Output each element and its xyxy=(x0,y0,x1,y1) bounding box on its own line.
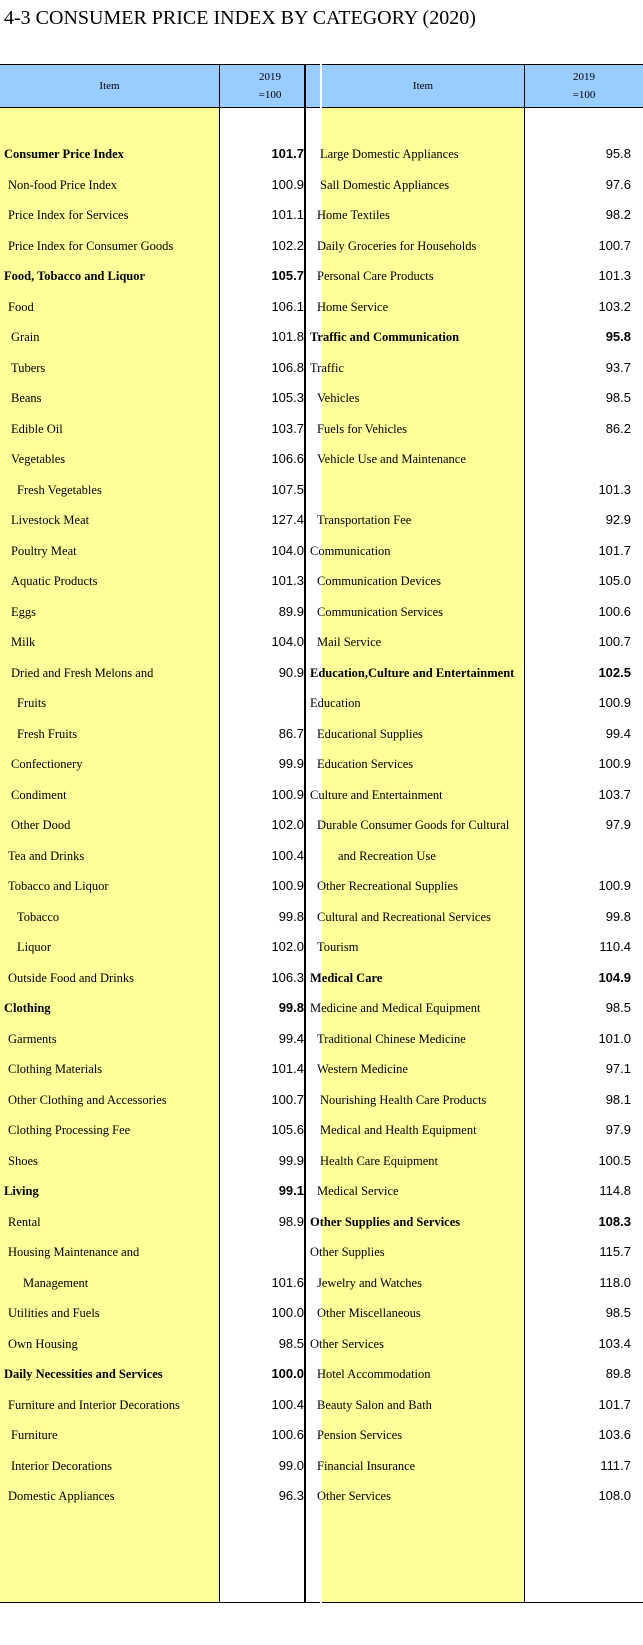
row-label: Educational Supplies xyxy=(317,726,423,741)
row-value: 103.7 xyxy=(271,420,304,436)
table-row xyxy=(310,1328,643,1360)
row-value: 90.9 xyxy=(278,664,304,680)
row-label: Other Clothing and Accessories xyxy=(8,1092,167,1107)
table-row xyxy=(322,1114,643,1146)
row-value: 114.8 xyxy=(599,1183,631,1198)
table-row xyxy=(0,1328,320,1360)
row-value: 101.7 xyxy=(271,146,304,161)
row-value: 103.2 xyxy=(598,298,631,314)
table-row xyxy=(317,809,643,841)
row-value: 100.9 xyxy=(271,786,304,802)
row-label: Other Supplies and Services xyxy=(310,1214,461,1229)
row-label: Consumer Price Index xyxy=(4,147,124,161)
table-row xyxy=(310,321,643,353)
table-row xyxy=(317,718,643,750)
table-row xyxy=(317,1389,643,1421)
row-label: Dried and Fresh Melons and xyxy=(11,665,154,680)
row-label: Other Supplies xyxy=(310,1245,385,1259)
row-value: 98.1 xyxy=(605,1091,631,1107)
row-value: 97.9 xyxy=(605,1122,631,1137)
row-label: Traffic xyxy=(310,360,345,375)
table-row xyxy=(0,321,320,353)
row-label: Aquatic Products xyxy=(11,574,98,588)
table-row xyxy=(322,138,643,170)
row-label: Home Service xyxy=(317,299,389,314)
row-label: Clothing Materials xyxy=(8,1062,103,1076)
row-value: 108.3 xyxy=(598,1213,631,1229)
table-row xyxy=(317,931,643,963)
row-label: Pension Services xyxy=(317,1428,403,1442)
table-row xyxy=(317,870,643,902)
row-value: 98.5 xyxy=(605,1305,631,1320)
row-label: Price Index for Consumer Goods xyxy=(8,238,174,253)
row-label: Jewelry and Watches xyxy=(317,1275,422,1290)
table-row xyxy=(317,626,643,658)
table-row xyxy=(0,1389,320,1421)
row-value: 86.7 xyxy=(278,725,304,741)
table-header-right xyxy=(322,64,643,108)
row-label: Beans xyxy=(11,391,42,405)
table-row xyxy=(0,1175,320,1207)
row-label: Management xyxy=(23,1275,89,1290)
row-value: 101.1 xyxy=(271,207,304,222)
row-label: Large Domestic Appliances xyxy=(320,147,459,161)
row-label: Garments xyxy=(8,1031,57,1046)
row-value: 99.9 xyxy=(278,1152,304,1168)
row-value: 95.8 xyxy=(605,146,631,161)
row-label: Health Care Equipment xyxy=(320,1153,439,1168)
row-value: 101.8 xyxy=(271,329,304,344)
row-label: Tobacco xyxy=(17,909,60,924)
row-value: 101.7 xyxy=(598,542,631,558)
row-label: Communication Devices xyxy=(317,574,441,588)
row-value: 100.7 xyxy=(271,1091,304,1107)
row-label: Other Dood xyxy=(11,818,71,832)
row-value: 103.7 xyxy=(598,786,631,802)
table-row xyxy=(310,687,643,719)
row-label: Housing Maintenance and xyxy=(8,1245,140,1259)
table-row xyxy=(310,992,643,1024)
column-header-item: Item xyxy=(0,65,220,107)
row-value: 100.9 xyxy=(598,878,631,893)
row-value: 100.4 xyxy=(271,847,304,863)
table-left-half xyxy=(0,64,320,1603)
table-row xyxy=(310,1206,643,1238)
row-label: Condiment xyxy=(11,787,67,802)
table-row xyxy=(317,413,643,445)
row-value: 102.5 xyxy=(598,664,631,680)
table-row xyxy=(0,748,320,780)
row-label: Durable Consumer Goods for Cultural xyxy=(317,818,510,832)
table-row xyxy=(317,748,643,780)
row-label: Tea and Drinks xyxy=(8,848,85,863)
row-label: Medical and Health Equipment xyxy=(320,1123,477,1137)
table-row xyxy=(317,260,643,292)
row-value: 106.3 xyxy=(271,969,304,985)
table-row xyxy=(322,169,643,201)
row-value: 100.6 xyxy=(598,603,631,619)
row-value: 108.0 xyxy=(598,1488,631,1503)
table-row xyxy=(0,1297,320,1329)
row-label: Fuels for Vehicles xyxy=(317,421,408,436)
table-row xyxy=(0,1358,320,1390)
table-row xyxy=(0,1267,320,1299)
table-row xyxy=(310,779,643,811)
table-row xyxy=(317,1053,643,1085)
row-value: 100.7 xyxy=(598,634,631,649)
row-label: Shoes xyxy=(8,1153,38,1168)
table-row xyxy=(0,657,320,689)
row-value: 105.6 xyxy=(271,1122,304,1137)
row-label: Milk xyxy=(11,635,36,649)
base-year-label: 2019 xyxy=(259,71,281,83)
row-label: Tourism xyxy=(317,940,359,954)
table-row xyxy=(0,291,320,323)
table-row xyxy=(317,1450,643,1482)
table-row xyxy=(317,504,643,536)
row-label: Food, Tobacco and Liquor xyxy=(4,269,146,283)
row-value: 99.1 xyxy=(278,1183,304,1198)
table-row xyxy=(0,992,320,1024)
table-row xyxy=(0,260,320,292)
table-row xyxy=(0,565,320,597)
row-value: 100.0 xyxy=(271,1305,304,1320)
row-label: Communication xyxy=(310,543,391,558)
row-label: Furniture xyxy=(11,1428,58,1442)
row-value: 92.9 xyxy=(605,512,631,527)
row-label: Clothing xyxy=(4,1001,51,1015)
table-body-left xyxy=(0,108,320,1603)
table-row xyxy=(322,840,643,872)
row-label: Eggs xyxy=(11,604,36,619)
row-value: 104.0 xyxy=(271,542,304,558)
table-row xyxy=(0,1236,320,1268)
row-value: 111.7 xyxy=(600,1457,631,1473)
row-value: 101.6 xyxy=(271,1274,304,1290)
row-value: 103.6 xyxy=(598,1427,631,1442)
table-row xyxy=(0,1480,320,1512)
table-row xyxy=(317,1480,643,1512)
table-row xyxy=(0,870,320,902)
row-value: 99.4 xyxy=(278,1030,304,1046)
row-value: 99.8 xyxy=(605,908,631,924)
table-row xyxy=(317,199,643,231)
row-value: 102.2 xyxy=(271,237,304,253)
row-label: Education xyxy=(310,696,361,710)
row-label: Domestic Appliances xyxy=(8,1489,115,1503)
table-row xyxy=(317,1267,643,1299)
row-value: 101.4 xyxy=(271,1061,304,1076)
row-value: 95.8 xyxy=(605,329,631,344)
table-right-half xyxy=(310,64,643,1603)
row-value: 89.9 xyxy=(278,603,304,619)
row-value: 118.0 xyxy=(599,1274,631,1290)
row-value: 100.6 xyxy=(271,1427,304,1442)
table-row xyxy=(0,687,320,719)
table-row xyxy=(317,1023,643,1055)
row-value: 106.6 xyxy=(271,451,304,466)
row-label: Other Services xyxy=(317,1489,391,1503)
table-row xyxy=(322,474,643,506)
row-label: Beauty Salon and Bath xyxy=(317,1397,432,1412)
row-label: Other Recreational Supplies xyxy=(317,879,458,893)
row-label: Medical Service xyxy=(317,1184,399,1198)
row-label: Clothing Processing Fee xyxy=(8,1123,131,1137)
row-label: Grain xyxy=(11,330,40,344)
table-row xyxy=(317,1297,643,1329)
row-label: Food xyxy=(8,299,34,314)
row-value: 101.7 xyxy=(598,1396,631,1412)
row-value: 106.8 xyxy=(271,359,304,375)
table-row xyxy=(0,1145,320,1177)
row-label: Utilities and Fuels xyxy=(8,1306,100,1320)
row-label: Rental xyxy=(8,1214,41,1229)
table-header-left xyxy=(0,64,320,108)
row-value: 100.9 xyxy=(598,756,631,771)
table-row xyxy=(0,1084,320,1116)
table-row xyxy=(0,1450,320,1482)
row-value: 101.3 xyxy=(598,481,631,497)
column-header-item: Item xyxy=(322,65,525,107)
row-value: 100.9 xyxy=(271,878,304,893)
row-label: Traffic and Communication xyxy=(310,330,460,344)
table-row xyxy=(0,840,320,872)
row-label: Hotel Accommodation xyxy=(317,1367,431,1381)
row-label: Vehicles xyxy=(317,391,360,405)
table-row xyxy=(310,657,643,689)
table-row xyxy=(310,962,643,994)
row-label: Fresh Vegetables xyxy=(17,482,102,497)
table-row xyxy=(0,1206,320,1238)
row-value: 101.3 xyxy=(271,573,304,588)
row-value: 100.5 xyxy=(598,1152,631,1168)
row-label: Outside Food and Drinks xyxy=(8,970,135,985)
row-label: Western Medicine xyxy=(317,1062,408,1076)
row-label: Traditional Chinese Medicine xyxy=(317,1031,466,1046)
row-value: 115.7 xyxy=(599,1244,631,1259)
row-value: 105.7 xyxy=(271,268,304,283)
base-year-label: 2019 xyxy=(573,71,595,83)
table-row xyxy=(0,779,320,811)
row-label: Personal Care Products xyxy=(317,269,434,283)
row-label: and Recreation Use xyxy=(338,848,436,863)
row-label: Liquor xyxy=(17,940,52,954)
column-header-base xyxy=(525,68,643,104)
table-row xyxy=(0,138,320,170)
table-row xyxy=(0,718,320,750)
row-value: 100.7 xyxy=(598,237,631,253)
row-value: 105.3 xyxy=(271,390,304,405)
row-label: Own Housing xyxy=(8,1336,78,1351)
table-row xyxy=(0,1114,320,1146)
row-value: 96.3 xyxy=(278,1488,304,1503)
table-row xyxy=(317,291,643,323)
table-row xyxy=(317,1419,643,1451)
table-row xyxy=(0,809,320,841)
row-label: Vehicle Use and Maintenance xyxy=(317,452,466,466)
row-label: Non-food Price Index xyxy=(8,177,117,192)
row-label: Mail Service xyxy=(317,635,382,649)
row-label: Home Textiles xyxy=(317,208,390,222)
table-row xyxy=(322,1145,643,1177)
row-value: 99.9 xyxy=(278,756,304,771)
table-row xyxy=(0,931,320,963)
row-label: Daily Necessities and Services xyxy=(4,1367,163,1381)
row-value: 89.8 xyxy=(605,1366,631,1381)
row-label: Daily Groceries for Households xyxy=(317,238,477,253)
row-value: 101.0 xyxy=(598,1030,631,1046)
table-row xyxy=(310,1236,643,1268)
row-label: Other Services xyxy=(310,1336,384,1351)
row-label: Vegetables xyxy=(11,452,66,466)
row-value: 98.5 xyxy=(605,390,631,405)
row-value: 100.9 xyxy=(271,176,304,192)
table-row xyxy=(0,1023,320,1055)
row-label: Poultry Meat xyxy=(11,543,77,558)
table-row xyxy=(0,199,320,231)
table-row xyxy=(0,352,320,384)
row-label: Fruits xyxy=(17,696,47,710)
table-row xyxy=(0,626,320,658)
row-value: 102.0 xyxy=(271,817,304,832)
row-label: Financial Insurance xyxy=(317,1458,416,1473)
table-row xyxy=(317,901,643,933)
page-title: 4-3 CONSUMER PRICE INDEX BY CATEGORY (2020) xyxy=(4,7,476,29)
row-label: Medical Care xyxy=(310,970,383,985)
row-value: 86.2 xyxy=(605,420,631,436)
row-value: 99.4 xyxy=(605,725,631,741)
row-label: Livestock Meat xyxy=(11,513,90,527)
row-label: Other Miscellaneous xyxy=(317,1306,421,1320)
row-value: 105.0 xyxy=(598,573,631,588)
row-label: Culture and Entertainment xyxy=(310,787,443,802)
table-row xyxy=(317,382,643,414)
row-label: Medicine and Medical Equipment xyxy=(310,1001,481,1015)
table-row xyxy=(0,1419,320,1451)
row-value: 103.4 xyxy=(598,1335,631,1351)
row-value: 99.8 xyxy=(278,1000,304,1015)
table-row xyxy=(0,1053,320,1085)
row-value: 98.9 xyxy=(278,1213,304,1229)
row-value: 100.0 xyxy=(271,1366,304,1381)
row-label: Transportation Fee xyxy=(317,513,412,527)
table-row xyxy=(0,962,320,994)
row-value: 93.7 xyxy=(605,359,631,375)
row-label: Interior Decorations xyxy=(11,1458,113,1473)
row-label: Communication Services xyxy=(317,604,444,619)
table-row xyxy=(0,504,320,536)
row-label: Tubers xyxy=(11,360,46,375)
row-value: 99.8 xyxy=(278,908,304,924)
row-value: 98.5 xyxy=(278,1335,304,1351)
row-value: 107.5 xyxy=(271,481,304,497)
table-row xyxy=(0,382,320,414)
row-label: Education Services xyxy=(317,757,414,771)
row-value: 97.6 xyxy=(605,176,631,192)
row-label: Edible Oil xyxy=(11,421,63,436)
center-divider xyxy=(304,64,306,1603)
table-row xyxy=(0,443,320,475)
row-label: Confectionery xyxy=(11,757,83,771)
table-row xyxy=(317,443,643,475)
table-row xyxy=(0,535,320,567)
table-row xyxy=(0,596,320,628)
row-value: 106.1 xyxy=(271,298,304,314)
row-value: 102.0 xyxy=(271,939,304,954)
row-value: 98.2 xyxy=(605,207,631,222)
row-value: 100.4 xyxy=(271,1396,304,1412)
table-row xyxy=(310,535,643,567)
row-value: 97.9 xyxy=(605,817,631,832)
table-row xyxy=(0,474,320,506)
row-label: Tobacco and Liquor xyxy=(8,879,109,893)
row-label: Sall Domestic Appliances xyxy=(320,177,450,192)
row-label: Cultural and Recreational Services xyxy=(317,909,491,924)
table-row xyxy=(317,1175,643,1207)
table-row xyxy=(317,596,643,628)
row-value: 97.1 xyxy=(605,1061,631,1076)
row-value: 104.9 xyxy=(598,969,631,985)
row-value: 99.0 xyxy=(278,1457,304,1473)
table-row xyxy=(310,352,643,384)
row-value: 98.5 xyxy=(605,1000,631,1015)
row-value: 127.4 xyxy=(271,512,304,527)
table-row xyxy=(317,230,643,262)
base-value-label: =100 xyxy=(572,89,596,101)
row-value: 101.3 xyxy=(598,268,631,283)
base-value-label: =100 xyxy=(258,89,282,101)
row-label: Living xyxy=(4,1184,39,1198)
table-row xyxy=(0,901,320,933)
row-label: Fresh Fruits xyxy=(17,726,78,741)
row-label: Nourishing Health Care Products xyxy=(320,1092,487,1107)
table-body-right xyxy=(310,108,643,1603)
row-label: Education,Culture and Entertainment xyxy=(310,665,515,680)
table-row xyxy=(0,413,320,445)
row-label: Furniture and Interior Decorations xyxy=(8,1397,180,1412)
row-value: 100.9 xyxy=(598,695,631,710)
table-row xyxy=(0,169,320,201)
row-value: 104.0 xyxy=(271,634,304,649)
table-row xyxy=(322,1084,643,1116)
row-label: Price Index for Services xyxy=(8,208,129,222)
table-row xyxy=(317,1358,643,1390)
table-row xyxy=(317,565,643,597)
table-row xyxy=(0,230,320,262)
row-value: 110.4 xyxy=(599,939,631,954)
